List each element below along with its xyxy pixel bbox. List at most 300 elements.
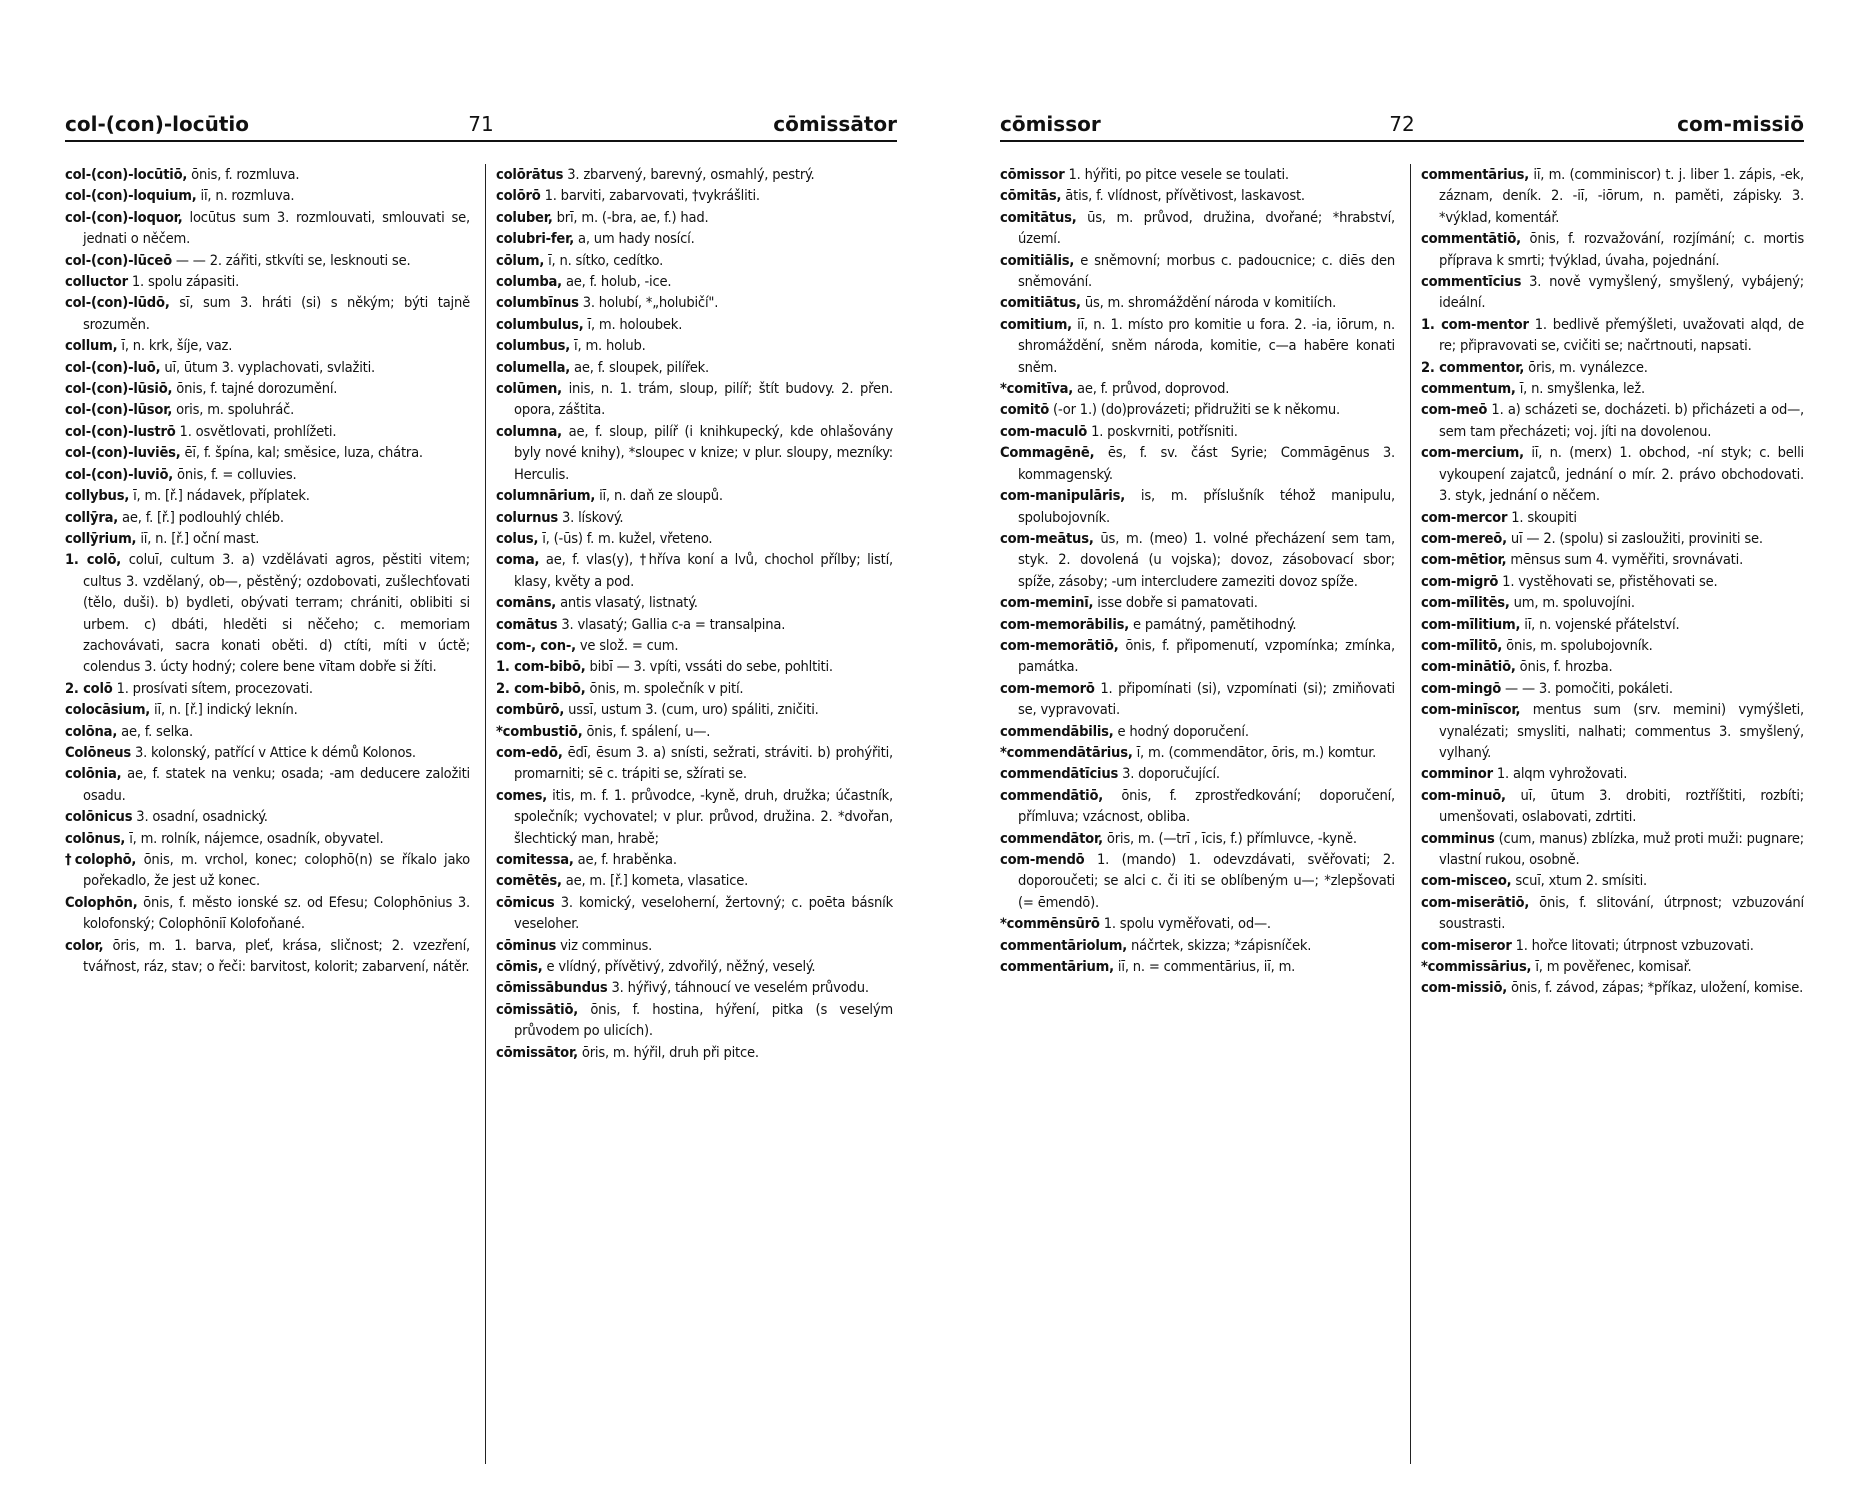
dictionary-entry <box>65 292 470 335</box>
entry-headword: col-(con)-luviō, <box>65 465 174 483</box>
entry-definition: 1. (mando) 1. odevzdávati, svěřovati; 2. doporoučeti; se alci c. či iti se oblíbeným u—; *zlepšovati (= ēmendō). <box>1018 851 1395 911</box>
dictionary-entry <box>496 164 893 185</box>
dictionary-entry <box>65 335 470 356</box>
dictionary-entry <box>496 292 893 313</box>
entry-definition: ī, m. holoubek. <box>583 315 683 333</box>
dictionary-entry <box>1421 314 1804 357</box>
entry-headword: com-mīlitium, <box>1421 615 1521 633</box>
entry-definition: 1. vystěhovati se, přistěhovati se. <box>1498 572 1718 590</box>
entry-definition: ōnis, f. připomenutí, vzpomínka; zmínka, památka. <box>1018 636 1395 676</box>
dictionary-entry <box>1000 250 1395 293</box>
dictionary-entry <box>65 892 470 935</box>
entry-definition: 1. prosívati sítem, procezovati. <box>112 679 313 697</box>
page-number: 72 <box>1389 112 1415 136</box>
entry-definition: iī, n. daň ze sloupů. <box>595 487 723 505</box>
dictionary-entry <box>496 721 893 742</box>
dictionary-entry <box>496 185 893 206</box>
entry-definition: ae, f. sloupek, pilířek. <box>570 358 710 376</box>
entry-definition: — — 3. pomočiti, pokáleti. <box>1501 679 1673 697</box>
dictionary-entry <box>1000 849 1395 913</box>
dictionary-entry <box>65 250 470 271</box>
entry-definition: ae, m. [ř.] kometa, vlasatice. <box>561 872 749 890</box>
entry-definition: 3. komický, veseloherní, žertovný; c. poēta básník veseloher. <box>514 893 893 933</box>
entry-headword: col-(con)-locūtiō, <box>65 166 188 183</box>
entry-headword: comātus <box>496 615 558 633</box>
entry-definition: ōnis, f. závod, zápas; *příkaz, uložení, komise. <box>1507 979 1804 997</box>
entry-headword: colōrātus <box>496 166 564 183</box>
dictionary-entry <box>1000 292 1395 313</box>
guide-word-last: cōmissātor <box>773 112 897 136</box>
entry-definition: ae, f. statek na venku; osada; -am deducere založiti osadu. <box>83 765 470 804</box>
entry-headword: 2. colō <box>65 679 113 697</box>
entry-headword: com-mīlitēs, <box>1421 594 1510 612</box>
column-left <box>65 164 470 1464</box>
entry-definition: 1. připomínati (si), vzpomínati (si); zmiňovati se, vypravovati. <box>1018 679 1395 719</box>
dictionary-entry <box>65 207 470 250</box>
entry-definition: ī, m. holub. <box>570 337 646 355</box>
entry-headword: commentārius, <box>1421 166 1530 183</box>
dictionary-page-71 <box>65 108 897 1468</box>
entry-headword: comitō <box>1000 401 1050 419</box>
dictionary-entry <box>1000 528 1395 592</box>
entry-headword: col-(con)-lustrō <box>65 422 176 440</box>
entry-headword: com-mercor <box>1421 508 1508 526</box>
entry-definition: iī, n. (merx) 1. obchod, -ní styk; c. belli vykoupení zajatců, jednání o mír. 2. právo obchodovati. 3. styk, jednání o něčem. <box>1439 444 1804 505</box>
entry-headword: commentum, <box>1421 380 1516 398</box>
entry-headword: colōnus, <box>65 829 126 847</box>
entry-headword: columnārium, <box>496 487 596 505</box>
entry-headword: Commagēnē, <box>1000 444 1095 462</box>
entry-headword: *commissārius, <box>1421 958 1532 976</box>
dictionary-entry <box>1421 228 1804 271</box>
dictionary-entry <box>1000 421 1395 442</box>
dictionary-entry <box>1421 442 1804 506</box>
dictionary-entry <box>1000 185 1395 206</box>
dictionary-entry <box>1421 763 1804 784</box>
entry-headword: com-mercium, <box>1421 444 1524 462</box>
entry-definition: 1. hýřiti, po pitce vesele se toulati. <box>1064 166 1289 183</box>
dictionary-entry <box>65 485 470 506</box>
entry-definition: iī, n. 1. místo pro komitie u fora. 2. -ia, iōrum, n. shromáždění, sněm národa, komitie, c—a habēre konati sněm. <box>1018 315 1395 376</box>
entry-definition: coluī, cultum 3. a) vzdělávati agros, pěstiti vitem; cultus 3. vzdělaný, ob—, pěstěný; ozdobovati, zušlechťovati (tělo, duši). b) bydleti, obývati terram; chrániti, oblibiti si urbem. c) dbáti, hleděti si něčeho; c. memoriam zachovávati, sacra konati oběti. d) ctíti, míti v úctě; colendus 3. úcty hodný; colere bene vītam dobře si žíti. <box>83 551 470 676</box>
entry-headword: com-memorābilis, <box>1000 615 1130 633</box>
dictionary-entry <box>1000 742 1395 763</box>
entry-headword: comminor <box>1421 765 1493 783</box>
entry-definition: (cum, manus) zblízka, muž proti muži: pugnare; vlastní rukou, osobně. <box>1439 829 1804 868</box>
entry-headword: cōmissor <box>1000 166 1065 183</box>
entry-headword: coluber, <box>496 208 553 226</box>
entry-definition: ātis, f. vlídnost, přívětivost, laskavost. <box>1061 187 1305 205</box>
entry-definition: iī, m. (comminiscor) t. j. liber 1. zápis, -ek, záznam, deník. 2. -iī, -iōrum, n. paměti, zápisky. 3. *výklad, komentář. <box>1439 166 1804 226</box>
dictionary-entry <box>1421 870 1804 891</box>
entry-definition: uī — 2. (spolu) si zasloužiti, proviniti se. <box>1506 529 1763 547</box>
dictionary-entry <box>1000 399 1395 420</box>
dictionary-entry <box>496 699 893 720</box>
dictionary-entry <box>496 870 893 891</box>
dictionary-entry <box>1000 207 1395 250</box>
entry-headword: com-misceo, <box>1421 872 1512 890</box>
entry-headword: colōnia, <box>65 765 122 783</box>
entry-definition: ōnis, f. hrozba. <box>1515 658 1613 676</box>
dictionary-entry <box>496 549 893 592</box>
entry-headword: colluctor <box>65 273 128 291</box>
header-rule <box>1000 140 1804 142</box>
dictionary-entry <box>1421 678 1804 699</box>
entry-definition: ī, m. [ř.] nádavek, příplatek. <box>129 487 310 505</box>
dictionary-entry <box>1421 271 1804 314</box>
dictionary-entry <box>496 892 893 935</box>
entry-headword: colubri-fer, <box>496 230 575 248</box>
entry-headword: collybus, <box>65 487 130 505</box>
header-rule <box>65 140 897 142</box>
entry-definition: 1. a) scházeti se, docházeti. b) přicházeti a od—, sem tam přecházeti; voj. jíti na dovolenou. <box>1439 401 1804 440</box>
dictionary-entry <box>1421 378 1804 399</box>
entry-headword: *comitīva, <box>1000 380 1074 398</box>
dictionary-entry <box>1421 699 1804 763</box>
entry-definition: 3. zbarvený, barevný, osmahlý, pestrý. <box>563 166 815 183</box>
dictionary-entry <box>65 421 470 442</box>
entry-headword: com-minīscor, <box>1421 701 1521 719</box>
entry-headword: 2. commentor, <box>1421 358 1525 376</box>
entry-headword: comitiālis, <box>1000 251 1075 269</box>
entry-headword: †colophō, <box>65 851 137 868</box>
dictionary-entry <box>65 849 470 892</box>
entry-definition: ōnis, f. rozvažování, rozjímání; c. mortis příprava k smrti; †výklad, úvaha, pojednání. <box>1439 230 1804 269</box>
dictionary-entry <box>496 335 893 356</box>
dictionary-entry <box>1421 614 1804 635</box>
entry-definition: ī, n. smyšlenka, lež. <box>1515 380 1645 398</box>
dictionary-entry <box>65 399 470 420</box>
entry-definition: ōris, m. 1. barva, pleť, krása, sličnost; 2. vzezření, tvářnost, ráz, stav; o řeči: barvitost, kolorit; zabarvení, nátěr. <box>83 936 470 976</box>
dictionary-entry <box>1421 892 1804 935</box>
entry-definition: 1. hořce litovati; útrpnost vzbuzovati. <box>1511 936 1754 954</box>
dictionary-entry <box>496 357 893 378</box>
dictionary-entry <box>496 656 893 677</box>
entry-headword: com-minātiō, <box>1421 658 1516 676</box>
entry-definition: ōris, m. (—trī , īcis, f.) přímluvce, -kyně. <box>1102 829 1357 847</box>
dictionary-entry <box>496 421 893 485</box>
dictionary-entry <box>1000 164 1395 185</box>
entry-definition: a, um hady nosící. <box>574 230 695 248</box>
column-right <box>485 164 893 1464</box>
dictionary-entry <box>496 271 893 292</box>
entry-headword: cōmitās, <box>1000 187 1062 205</box>
dictionary-entry <box>65 549 470 677</box>
entry-headword: columba, <box>496 273 562 291</box>
entry-definition: mēnsus sum 4. vyměřiti, srovnávati. <box>1506 551 1744 569</box>
page-number: 71 <box>468 112 494 136</box>
entry-headword: combūrō, <box>496 701 565 719</box>
dictionary-entry <box>1000 763 1395 784</box>
entry-headword: colocāsium, <box>65 701 151 719</box>
entry-definition: 3. vlasatý; Gallia c-a = transalpina. <box>557 615 786 633</box>
entry-headword: com-meō <box>1421 401 1488 419</box>
entry-headword: cōmissātiō, <box>496 1000 579 1018</box>
entry-headword: columbus, <box>496 337 571 355</box>
entry-headword: commentārium, <box>1000 958 1114 976</box>
entry-headword: cōmissābundus <box>496 979 608 997</box>
dictionary-entry <box>65 742 470 763</box>
entry-definition: ae, f. sloup, pilíř (i knihkupecký, kde ohlašovány byly nové knihy), *sloupec v knize; v plur. sloupy, mezníky: Herculis. <box>514 422 893 483</box>
dictionary-entry <box>1000 785 1395 828</box>
entry-definition: uī, ūtum 3. vyplachovati, svlažiti. <box>160 358 376 376</box>
entry-headword: com-meātus, <box>1000 529 1094 547</box>
dictionary-entry <box>1000 635 1395 678</box>
entry-headword: comminus <box>1421 829 1495 847</box>
dictionary-entry <box>496 378 893 421</box>
dictionary-entry <box>65 357 470 378</box>
entry-definition: ūs, m. shromáždění národa v komitiích. <box>1080 294 1337 312</box>
dictionary-entry <box>496 207 893 228</box>
entry-definition: ī, m pověřenec, komisař. <box>1531 958 1692 976</box>
dictionary-entry <box>496 742 893 785</box>
entry-definition: brī, m. (-bra, ae, f.) had. <box>552 208 709 226</box>
entry-headword: commentāriolum, <box>1000 936 1128 954</box>
entry-headword: 1. com-bibō, <box>496 658 586 676</box>
dictionary-entry <box>496 528 893 549</box>
entry-definition: 3. holubí, *„holubičí". <box>578 294 719 312</box>
entry-headword: colus, <box>496 529 539 547</box>
entry-definition: ae, f. průvod, doprovod. <box>1073 380 1230 398</box>
guide-word-first: cōmissor <box>1000 112 1101 136</box>
entry-definition: — — 2. zářiti, stkvíti se, lesknouti se. <box>171 251 411 269</box>
entry-headword: cōmis, <box>496 958 543 976</box>
entry-definition: ī, n. sítko, cedítko. <box>544 251 664 269</box>
entry-headword: comes, <box>496 786 547 804</box>
entry-headword: colōrō <box>496 187 541 205</box>
dictionary-entry <box>65 507 470 528</box>
entry-headword: col-(con)-luviēs, <box>65 444 181 462</box>
entry-headword: com-mingō <box>1421 679 1502 697</box>
entry-definition: ūs, m. (meo) 1. volné přecházení sem tam, styk. 2. dovolená (u vojska); dovoz, zásobovací sbor; spíže, zásoby; -um intercludere zameziti dovoz spíže. <box>1018 529 1395 590</box>
entry-definition: ī, m. (commendātor, ōris, m.) komtur. <box>1132 743 1377 761</box>
dictionary-entry <box>65 721 470 742</box>
entry-definition: viz comminus. <box>556 936 653 954</box>
entry-definition: ae, f. vlas(y), †hříva koní a lvů, chochol přílby; listí, klasy, květy a pod. <box>514 551 893 590</box>
entry-definition: ī, n. krk, šíje, vaz. <box>117 337 233 355</box>
entry-definition: scuī, xtum 2. smísiti. <box>1511 872 1647 890</box>
dictionary-entry <box>1421 785 1804 828</box>
entry-headword: com-mētior, <box>1421 551 1507 569</box>
dictionary-entry <box>1421 828 1804 871</box>
entry-definition: oris, m. spoluhráč. <box>172 401 295 419</box>
entry-headword: 1. colō, <box>65 551 122 569</box>
dictionary-entry <box>65 378 470 399</box>
entry-headword: col-(con)-lūdō, <box>65 294 170 312</box>
entry-definition: ōnis, m. vrchol, konec; colophō(n) se říkalo jako pořekadlo, že jest už konec. <box>83 851 470 890</box>
entry-definition: iī, n. vojenské přátelství. <box>1520 615 1680 633</box>
entry-headword: comitium, <box>1000 315 1072 333</box>
entry-headword: com-memorātiō, <box>1000 636 1119 654</box>
dictionary-entry <box>65 164 470 185</box>
entry-definition: 3. osadní, osadnický. <box>132 808 268 826</box>
dictionary-entry <box>1000 721 1395 742</box>
entry-definition: 3. nově vymyšlený, smyšlený, vybájený; ideální. <box>1439 273 1804 312</box>
dictionary-entry <box>1000 378 1395 399</box>
entry-definition: ēdī, ēsum 3. a) snísti, sežrati, stráviti. b) prohýřiti, promarniti; sē c. trápiti se, sžírati se. <box>514 743 893 783</box>
column-right <box>1410 164 1804 1464</box>
entry-definition: ōnis, f. město ionské sz. od Efesu; Colophōnius 3. kolofonský; Colophōniī Kolofoňané. <box>83 893 470 933</box>
entry-definition: uī, ūtum 3. drobiti, roztříštiti, rozbíti; umenšovati, oslabovati, zdrtiti. <box>1439 786 1804 826</box>
running-head <box>1000 108 1804 138</box>
dictionary-entry <box>1421 507 1804 528</box>
entry-definition: um, m. spoluvojíni. <box>1509 594 1635 612</box>
entry-definition: 3. hýřivý, táhnoucí ve veselém průvodu. <box>607 979 869 997</box>
entry-definition: iī, n. [ř.] indický leknín. <box>150 701 298 719</box>
entry-headword: com-mīlitō, <box>1421 636 1503 654</box>
dictionary-entry <box>1000 828 1395 849</box>
entry-definition: isse dobře si pamatovati. <box>1093 594 1258 612</box>
entry-headword: comitātus, <box>1000 208 1077 226</box>
entry-definition: ōris, m. hýřil, druh při pitce. <box>577 1043 759 1061</box>
entry-headword: cōmissātor, <box>496 1043 578 1061</box>
entry-definition: 3. kolonský, patřící v Attice k démů Kolonos. <box>131 743 416 761</box>
dictionary-entry <box>496 999 893 1042</box>
entry-definition: e sněmovní; morbus c. padoucnice; c. diēs den sněmování. <box>1018 251 1395 291</box>
entry-headword: columbulus, <box>496 315 584 333</box>
entry-headword: Colōneus <box>65 743 131 761</box>
dictionary-entry <box>1000 913 1395 934</box>
entry-definition: antis vlasatý, listnatý. <box>556 594 698 612</box>
entry-definition: 1. poskvrniti, potřísniti. <box>1087 422 1238 440</box>
entry-definition: 1. osvětlovati, prohlížeti. <box>175 422 337 440</box>
dictionary-entry <box>65 828 470 849</box>
dictionary-entry <box>496 592 893 613</box>
entry-headword: commendātīcius <box>1000 765 1119 783</box>
entry-headword: col-(con)-lūsor, <box>65 401 173 419</box>
entry-definition: 1. spolu vyměřovati, od—. <box>1099 915 1271 933</box>
entry-headword: 2. com-bibō, <box>496 679 586 697</box>
entry-definition: e hodný doporučení. <box>1113 722 1249 740</box>
entry-definition: 3. lískový. <box>558 508 624 526</box>
dictionary-entry <box>496 1042 893 1063</box>
dictionary-entry <box>1000 442 1395 485</box>
entry-headword: columbīnus <box>496 294 579 312</box>
dictionary-entry <box>1000 935 1395 956</box>
entry-headword: columna, <box>496 422 562 440</box>
dictionary-entry <box>65 763 470 806</box>
entry-definition: iī, n. rozmluva. <box>196 187 295 205</box>
entry-headword: Colophōn, <box>65 893 138 911</box>
entry-headword: collum, <box>65 337 118 355</box>
dictionary-entry <box>1421 635 1804 656</box>
dictionary-entry <box>496 228 893 249</box>
entry-definition: sī, sum 3. hráti (si) s někým; býti tajně srozuměn. <box>83 294 470 333</box>
entry-definition: (-or 1.) (do)provázeti; přidružiti se k někomu. <box>1049 401 1341 419</box>
dictionary-entry <box>1000 956 1395 977</box>
entry-definition: ōnis, f. hostina, hýření, pitka (s veselým průvodem po ulicích). <box>514 1000 893 1040</box>
entry-headword: com-missiō, <box>1421 979 1508 997</box>
entry-definition: ae, f. holub, -ice. <box>561 273 672 291</box>
guide-word-first: col-(con)-locūtio <box>65 112 250 136</box>
entry-definition: 1. bedlivě přemýšleti, uvažovati alqd, de re; připravovati se, cvičiti se; načrtnouti, napsati. <box>1439 315 1804 355</box>
dictionary-entry <box>65 935 470 978</box>
entry-headword: comitessa, <box>496 851 574 868</box>
entry-headword: coma, <box>496 551 540 569</box>
entry-definition: ussī, ustum 3. (cum, uro) spáliti, zničiti. <box>564 701 819 719</box>
entry-definition: iī, n. [ř.] oční mast. <box>136 529 260 547</box>
dictionary-entry <box>65 185 470 206</box>
entry-headword: com-migrō <box>1421 572 1499 590</box>
entry-headword: commendātor, <box>1000 829 1103 847</box>
entry-definition: ūs, m. průvod, družina, dvořané; *hrabství, území. <box>1018 208 1395 248</box>
entry-definition: ōnis, f. zprostředkování; doporučení, přímluva; vzácnost, obliba. <box>1018 786 1395 826</box>
dictionary-entry <box>65 464 470 485</box>
entry-headword: colōnicus <box>65 808 133 826</box>
entry-definition: náčrtek, skizza; *zápisníček. <box>1127 936 1312 954</box>
dictionary-entry <box>1421 164 1804 228</box>
entry-headword: com-miseror <box>1421 936 1512 954</box>
entry-definition: ae, f. selka. <box>117 722 193 740</box>
dictionary-entry <box>1000 592 1395 613</box>
dictionary-entry <box>1000 314 1395 378</box>
entry-headword: comāns, <box>496 594 557 612</box>
dictionary-entry <box>496 635 893 656</box>
entry-headword: commentātiō, <box>1421 230 1521 248</box>
dictionary-entry <box>65 806 470 827</box>
dictionary-entry <box>496 956 893 977</box>
running-head <box>65 108 897 138</box>
entry-headword: cōmicus <box>496 893 555 911</box>
entry-headword: col-(con)-lūsiō, <box>65 380 173 398</box>
dictionary-entry <box>65 528 470 549</box>
entry-definition: ī, m. rolník, nájemce, osadník, obyvatel. <box>125 829 384 847</box>
entry-headword: col-(con)-loquor, <box>65 208 183 226</box>
entry-definition: ōnis, m. spolubojovník. <box>1502 636 1653 654</box>
entry-definition: locūtus sum 3. rozmlouvati, smlouvati se, jednati o něčem. <box>83 208 470 248</box>
entry-definition: ōnis, f. rozmluva. <box>187 166 300 183</box>
entry-headword: 1. com-mentor <box>1421 315 1529 333</box>
entry-headword: commendātiō, <box>1000 786 1104 804</box>
entry-definition: ēs, f. sv. část Syrie; Commāgēnus 3. kommagenský. <box>1018 444 1395 483</box>
entry-definition: ōnis, m. společník v pití. <box>585 679 744 697</box>
entry-definition: mentus sum (srv. memini) vymýšleti, vynalézati; smysliti, nalhati; commentus 3. smyšlený, vylhaný. <box>1439 701 1804 761</box>
dictionary-entry <box>496 614 893 635</box>
entry-headword: com-manipulāris, <box>1000 487 1126 505</box>
entry-definition: inis, n. 1. trám, sloup, pilíř; štít budovy. 2. přen. opora, záštita. <box>514 380 893 419</box>
dictionary-entry <box>1421 656 1804 677</box>
entry-definition: 3. doporučující. <box>1118 765 1220 783</box>
entry-headword: com-, con-, <box>496 636 576 654</box>
entry-headword: com-maculō <box>1000 422 1088 440</box>
entry-definition: ae, f. hraběnka. <box>573 851 677 868</box>
dictionary-entry <box>1421 956 1804 977</box>
entry-definition: itis, m. f. 1. průvodce, -kyně, druh, družka; účastník, společník; vychovatel; v plur. průvod, družina. 2. *dvořan, šlechtický man, hrabě; <box>514 786 893 847</box>
entry-headword: *commendātārius, <box>1000 743 1133 761</box>
entry-headword: *commēnsūrō <box>1000 915 1100 933</box>
dictionary-entry <box>65 699 470 720</box>
entry-definition: e památný, pamětihodný. <box>1129 615 1297 633</box>
entry-headword: commendābilis, <box>1000 722 1114 740</box>
guide-word-last: com-missiō <box>1677 112 1804 136</box>
entry-headword: collȳra, <box>65 508 119 526</box>
entry-definition: 1. alqm vyhrožovati. <box>1492 765 1628 783</box>
entry-headword: com-miserātiō, <box>1421 893 1530 911</box>
entry-definition: ve slož. = cum. <box>575 636 679 654</box>
entry-headword: colūmen, <box>496 380 562 398</box>
dictionary-entry <box>496 314 893 335</box>
entry-headword: comitiātus, <box>1000 294 1081 312</box>
dictionary-entry <box>1421 399 1804 442</box>
dictionary-entry <box>1000 678 1395 721</box>
entry-headword: com-memorō <box>1000 679 1095 697</box>
entry-definition: 1. spolu zápasiti. <box>127 273 240 291</box>
dictionary-entry <box>1421 935 1804 956</box>
entry-headword: collȳrium, <box>65 529 137 547</box>
entry-headword: col-(con)-lūceō <box>65 251 172 269</box>
entry-headword: columella, <box>496 358 571 376</box>
dictionary-entry <box>496 935 893 956</box>
